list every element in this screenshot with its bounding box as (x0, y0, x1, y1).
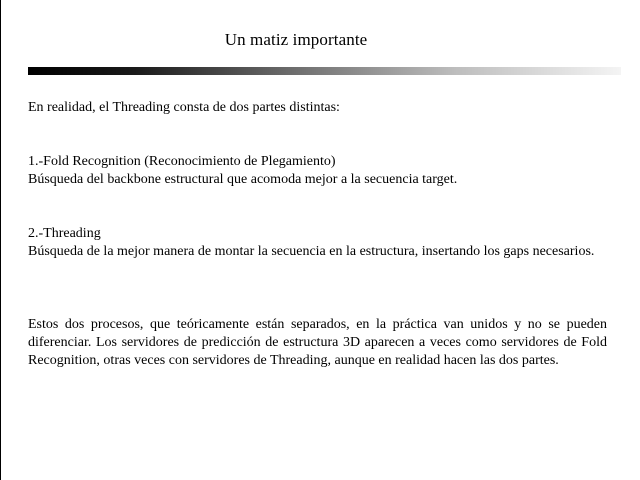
title-divider (28, 67, 621, 75)
item-threading-heading: 2.-Threading (28, 226, 101, 241)
item-threading-description: Búsqueda de la mejor manera de montar la secuencia en la estructura, insertando los gaps necesarios. (28, 244, 595, 259)
item-fold-recognition-description: Búsqueda del backbone estructural que acomoda mejor a la secuencia target. (28, 172, 458, 187)
item-fold-recognition (28, 153, 607, 189)
item-threading (28, 225, 607, 261)
item-fold-recognition-heading: 1.-Fold Recognition (Reconocimiento de Plegamiento) (28, 154, 336, 169)
closing-paragraph: Estos dos procesos, que teóricamente están separados, en la práctica van unidos y no se pueden diferenciar. Los servidores de predicción de estructura 3D aparecen a veces como servidores de Fold Recognition, otras veces con servidores de Threading, aunque en realidad hacen las dos partes. (28, 317, 607, 368)
intro-text: En realidad, el Threading consta de dos partes distintas: (28, 100, 340, 115)
slide-title: Un matiz importante (224, 30, 368, 49)
